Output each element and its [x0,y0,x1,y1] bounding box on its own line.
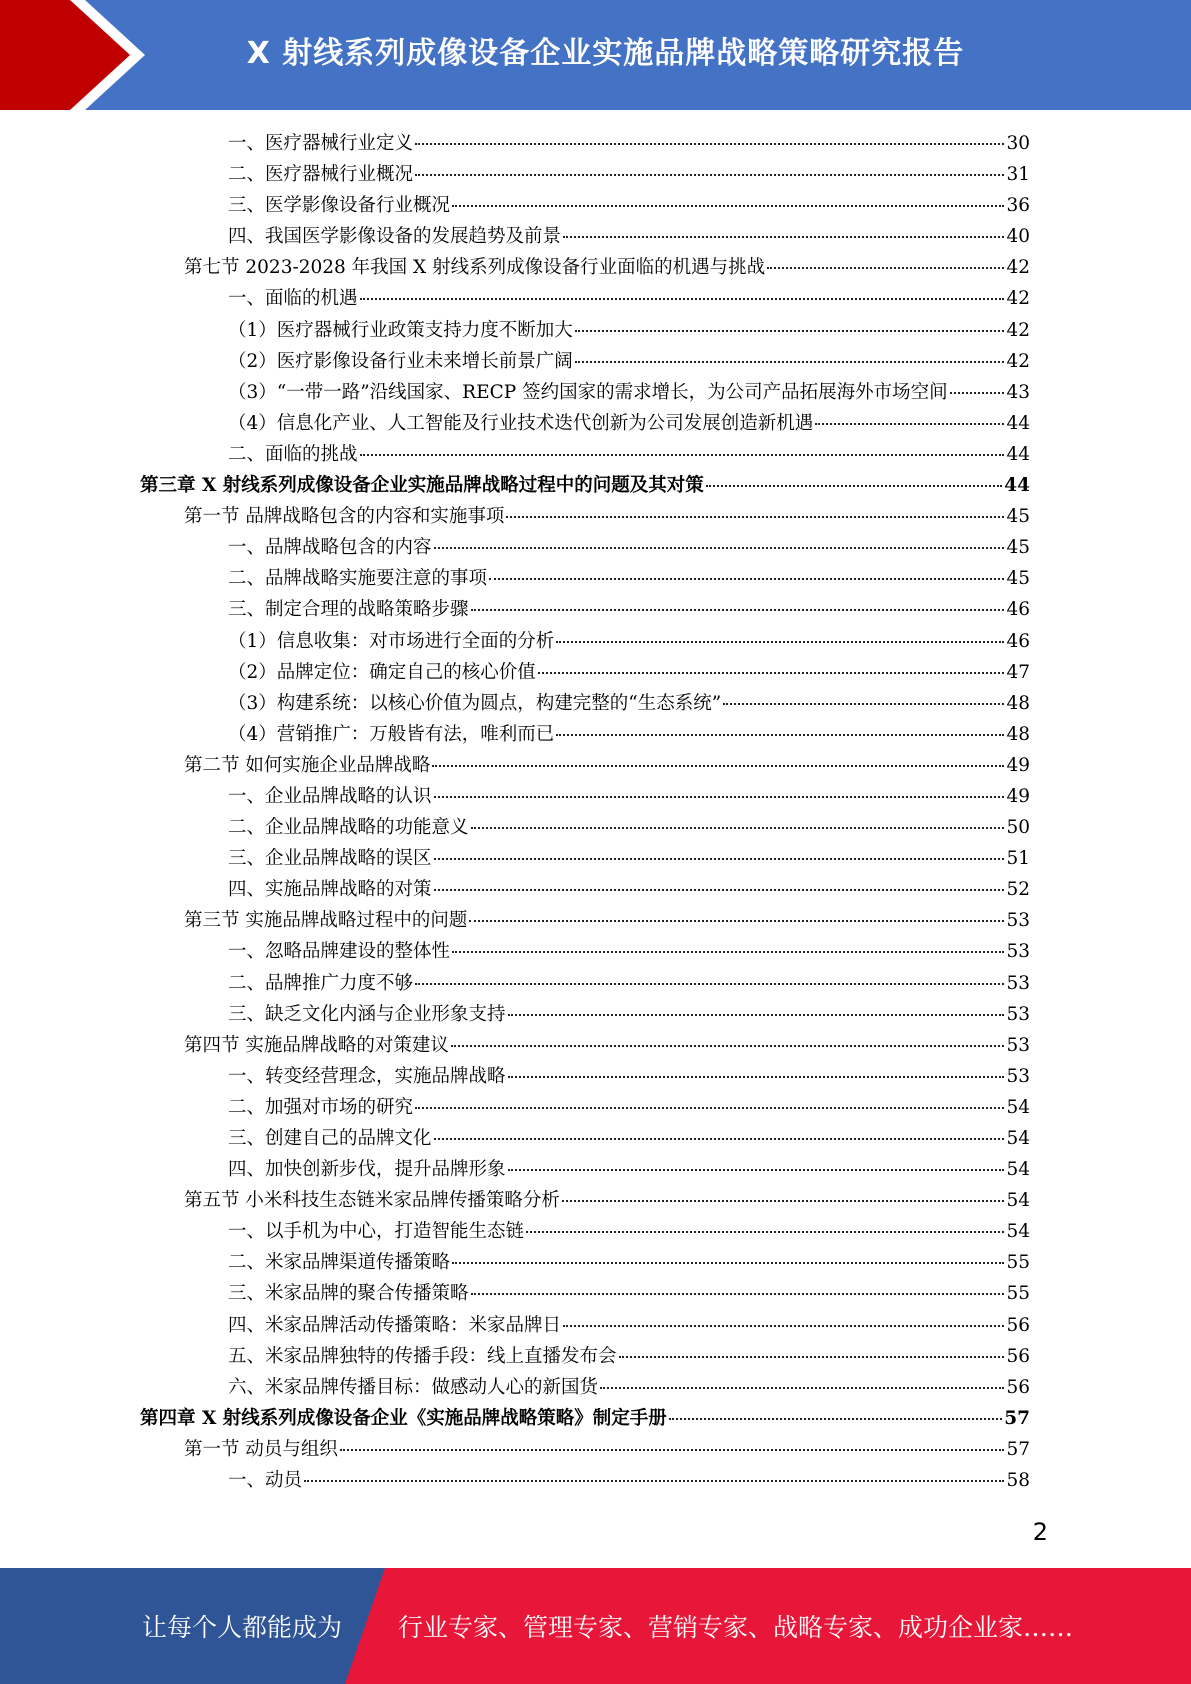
toc-leader-dots [619,1356,1005,1358]
toc-leader-dots [575,330,1005,332]
toc-entry-page: 58 [1006,1470,1030,1492]
page-number: 2 [1032,1518,1048,1546]
toc-entry[interactable] [140,1030,1030,1061]
toc-entry-title: 二、品牌推广力度不够 [228,972,414,994]
toc-entry-title: 一、转变经营理念，实施品牌战略 [228,1065,506,1087]
toc-entry-page: 54 [1006,1221,1030,1243]
toc-entry-page: 53 [1006,1065,1030,1087]
toc-leader-dots [471,609,1005,611]
toc-entry-title: 一、面临的机遇 [228,288,358,310]
toc-entry-page: 43 [1006,381,1030,403]
toc-entry-page: 53 [1006,910,1030,932]
toc-entry[interactable] [140,594,1030,625]
toc-entry-page: 56 [1006,1345,1030,1367]
toc-entry[interactable] [140,1465,1030,1496]
toc-entry-title: （2）医疗影像设备行业未来增长前景广阔 [228,350,573,372]
toc-leader-dots [415,1107,1004,1109]
toc-entry-title: （3）构建系统：以核心价值为圆点，构建完整的“生态系统” [228,692,722,714]
toc-entry-page: 55 [1006,1252,1030,1274]
toc-leader-dots [469,920,1004,922]
toc-entry[interactable] [140,470,1030,501]
toc-entry[interactable] [140,1341,1030,1372]
toc-leader-dots [556,641,1004,643]
toc-leader-dots [360,298,1005,300]
toc-entry-page: 31 [1006,164,1030,186]
toc-leader-dots [600,1387,1004,1389]
toc-entry[interactable] [140,968,1030,999]
toc-entry-page: 44 [1006,412,1030,434]
toc-entry-title: 二、企业品牌战略的功能意义 [228,817,469,839]
toc-entry-title: 二、米家品牌渠道传播策略 [228,1252,451,1274]
toc-entry[interactable] [140,315,1030,346]
toc-leader-dots [434,796,1005,798]
toc-entry-title: 四、米家品牌活动传播策略：米家品牌日 [228,1314,562,1336]
toc-entry[interactable] [140,1310,1030,1341]
header-banner [0,0,1191,110]
toc-leader-dots [471,1293,1005,1295]
toc-entry[interactable] [140,1154,1030,1185]
toc-entry-title: 三、企业品牌战略的误区 [228,848,432,870]
toc-entry-page: 46 [1006,630,1030,652]
toc-entry-title: 四、加快创新步伐，提升品牌形象 [228,1159,506,1181]
toc-entry[interactable] [140,936,1030,967]
toc-entry-title: 一、动员 [228,1470,303,1492]
toc-entry[interactable] [140,1216,1030,1247]
toc-leader-dots [471,827,1005,829]
toc-entry-title: 二、面临的挑战 [228,443,358,465]
toc-entry[interactable] [140,657,1030,688]
toc-entry[interactable] [140,1434,1030,1465]
toc-entry[interactable] [140,781,1030,812]
toc-entry-page: 54 [1006,1190,1030,1212]
toc-entry[interactable] [140,346,1030,377]
toc-entry[interactable] [140,843,1030,874]
toc-leader-dots [415,143,1004,145]
toc-entry-page: 48 [1006,723,1030,745]
toc-entry[interactable] [140,159,1030,190]
toc-leader-dots [563,1325,1004,1327]
toc-entry-page: 53 [1006,972,1030,994]
toc-entry-title: 三、医学影像设备行业概况 [228,195,451,217]
toc-entry[interactable] [140,190,1030,221]
toc-entry[interactable] [140,626,1030,657]
toc-entry-title: 一、以手机为中心，打造智能生态链 [228,1221,525,1243]
toc-entry-page: 56 [1006,1376,1030,1398]
toc-leader-dots [360,454,1005,456]
toc-entry-title: 二、品牌战略实施要注意的事项 [228,568,488,590]
toc-entry[interactable] [140,252,1030,283]
report-title: X 射线系列成像设备企业实施品牌战略策略研究报告 [246,36,965,71]
toc-entry-title: 三、制定合理的战略策略步骤 [228,599,469,621]
toc-leader-dots [815,423,1004,425]
toc-entry-title: 第五节 小米科技生态链米家品牌传播策略分析 [184,1190,560,1212]
toc-entry[interactable] [140,812,1030,843]
footer-banner [0,1568,1191,1684]
toc-entry-page: 52 [1006,879,1030,901]
toc-leader-dots [489,578,1004,580]
footer-slogan-left: 让每个人都能成为 [142,1613,343,1642]
toc-entry-title: 三、缺乏文化内涵与企业形象支持 [228,1003,506,1025]
toc-leader-dots [304,1480,1004,1482]
toc-leader-dots [452,1262,1004,1264]
toc-entry-page: 56 [1006,1314,1030,1336]
toc-entry[interactable] [140,905,1030,936]
toc-entry-title: 第四节 实施品牌战略的对策建议 [184,1034,449,1056]
toc-entry[interactable] [140,563,1030,594]
toc-leader-dots [434,858,1005,860]
toc-entry[interactable] [140,750,1030,781]
toc-entry-title: （4）营销推广：万般皆有法，唯利而已 [228,723,555,745]
toc-entry[interactable] [140,1092,1030,1123]
toc-entry-page: 53 [1006,941,1030,963]
toc-entry[interactable] [140,874,1030,905]
toc-entry-page: 53 [1006,1034,1030,1056]
toc-entry-page: 36 [1006,195,1030,217]
toc-entry-title: 三、创建自己的品牌文化 [228,1128,432,1149]
toc-entry-title: 第二节 如何实施企业品牌战略 [184,754,431,776]
footer-slogan-right: 行业专家、管理专家、营销专家、战略专家、成功企业家…… [398,1613,1074,1642]
toc-entry-title: （1）信息收集：对市场进行全面的分析 [228,630,555,652]
toc-entry-title: 一、品牌战略包含的内容 [228,537,432,559]
toc-leader-dots [508,1076,1005,1078]
toc-entry-title: （2）品牌定位：确定自己的核心价值 [228,661,536,683]
toc-entry-page: 48 [1006,692,1030,714]
toc-entry[interactable] [140,128,1030,159]
toc-entry-title: 六、米家品牌传播目标：做感动人心的新国货 [228,1376,599,1398]
toc-entry-page: 50 [1006,817,1030,839]
toc-entry-title: 一、企业品牌战略的认识 [228,785,432,807]
toc-leader-dots [563,236,1004,238]
toc-leader-dots [434,1138,1005,1140]
toc-leader-dots [526,1231,1004,1233]
toc-leader-dots [434,889,1005,891]
toc-leader-dots [538,672,1005,674]
toc-entry-page: 42 [1006,257,1030,279]
toc-leader-dots [451,1045,1005,1047]
toc-entry-page: 42 [1006,350,1030,372]
toc-entry-title: 第一节 品牌战略包含的内容和实施事项 [184,506,505,528]
toc-entry-title: 第七节 2023-2028 年我国 X 射线系列成像设备行业面临的机遇与挑战 [184,257,766,279]
toc-leader-dots [415,983,1004,985]
toc-leader-dots [706,485,1003,487]
toc-entry-page: 51 [1006,848,1030,870]
toc-entry[interactable] [140,688,1030,719]
toc-leader-dots [556,734,1004,736]
toc-entry-title: 一、医疗器械行业定义 [228,133,414,154]
toc-entry-page: 42 [1006,288,1030,310]
toc-entry-page: 44 [1006,443,1030,465]
toc-entry-page: 47 [1006,661,1030,683]
toc-entry[interactable] [140,1247,1030,1278]
toc-entry-page: 54 [1006,1159,1030,1181]
toc-entry-page: 54 [1006,1128,1030,1149]
toc-leader-dots [950,392,1005,394]
toc-entry-page: 45 [1006,506,1030,528]
toc-entry[interactable] [140,283,1030,314]
toc-entry-page: 45 [1006,537,1030,559]
toc-entry-title: 第一节 动员与组织 [184,1438,338,1460]
toc-entry-page: 30 [1006,133,1030,154]
toc-entry-page: 40 [1006,226,1030,248]
toc-entry[interactable] [140,221,1030,252]
toc-entry[interactable] [140,1403,1030,1434]
toc-leader-dots [669,1418,1003,1420]
toc-entry[interactable] [140,1061,1030,1092]
toc-entry-title: 五、米家品牌独特的传播手段：线上直播发布会 [228,1345,617,1367]
toc-entry-title: 第三节 实施品牌战略过程中的问题 [184,910,468,932]
toc-entry[interactable] [140,532,1030,563]
toc-leader-dots [575,361,1005,363]
toc-entry-title: （4）信息化产业、人工智能及行业技术迭代创新为公司发展创造新机遇 [228,412,814,434]
toc-entry-page: 42 [1006,319,1030,341]
toc-leader-dots [508,1169,1005,1171]
toc-leader-dots [415,174,1004,176]
toc-entry-title: 第三章 X 射线系列成像设备企业实施品牌战略过程中的问题及其对策 [140,475,704,497]
toc-entry[interactable] [140,1278,1030,1309]
toc-entry[interactable] [140,1123,1030,1154]
toc-entry[interactable] [140,408,1030,439]
toc-entry-page: 44 [1004,475,1030,497]
toc-entry-title: 一、忽略品牌建设的整体性 [228,941,451,963]
toc-leader-dots [432,765,1004,767]
toc-entry-title: 二、加强对市场的研究 [228,1096,414,1118]
toc-entry[interactable] [140,999,1030,1030]
toc-entry[interactable] [140,1185,1030,1216]
toc-leader-dots [508,1014,1005,1016]
toc-entry-page: 53 [1006,1003,1030,1025]
toc-entry-title: 三、米家品牌的聚合传播策略 [228,1283,469,1305]
toc-entry-page: 46 [1006,599,1030,621]
toc-entry-title: （1）医疗器械行业政策支持力度不断加大 [228,319,573,341]
toc-leader-dots [452,951,1004,953]
toc-entry[interactable] [140,377,1030,408]
toc-entry-page: 45 [1006,568,1030,590]
toc-entry-page: 54 [1006,1096,1030,1118]
toc-entry-title: 四、实施品牌战略的对策 [228,879,432,901]
toc-entry[interactable] [140,1372,1030,1403]
toc-leader-dots [506,516,1004,518]
toc-entry[interactable] [140,439,1030,470]
toc-entry-title: （3）“一带一路”沿线国家、RECP 签约国家的需求增长，为公司产品拓展海外市场空间 [228,381,948,403]
toc-entry-title: 四、我国医学影像设备的发展趋势及前景 [228,226,562,248]
toc-entry-page: 57 [1004,1407,1030,1429]
toc-leader-dots [434,547,1005,549]
toc-entry-page: 49 [1006,785,1030,807]
toc-leader-dots [340,1449,1005,1451]
toc-leader-dots [723,703,1004,705]
toc-entry-page: 49 [1006,754,1030,776]
toc-leader-dots [562,1200,1005,1202]
toc-entry-title: 二、医疗器械行业概况 [228,164,414,186]
table-of-contents [140,128,1030,1496]
toc-leader-dots [767,267,1004,269]
toc-entry-title: 第四章 X 射线系列成像设备企业《实施品牌战略策略》制定手册 [140,1407,667,1429]
toc-leader-dots [452,205,1004,207]
toc-entry-page: 55 [1006,1283,1030,1305]
toc-entry-page: 57 [1006,1438,1030,1460]
toc-entry[interactable] [140,719,1030,750]
toc-entry[interactable] [140,501,1030,532]
